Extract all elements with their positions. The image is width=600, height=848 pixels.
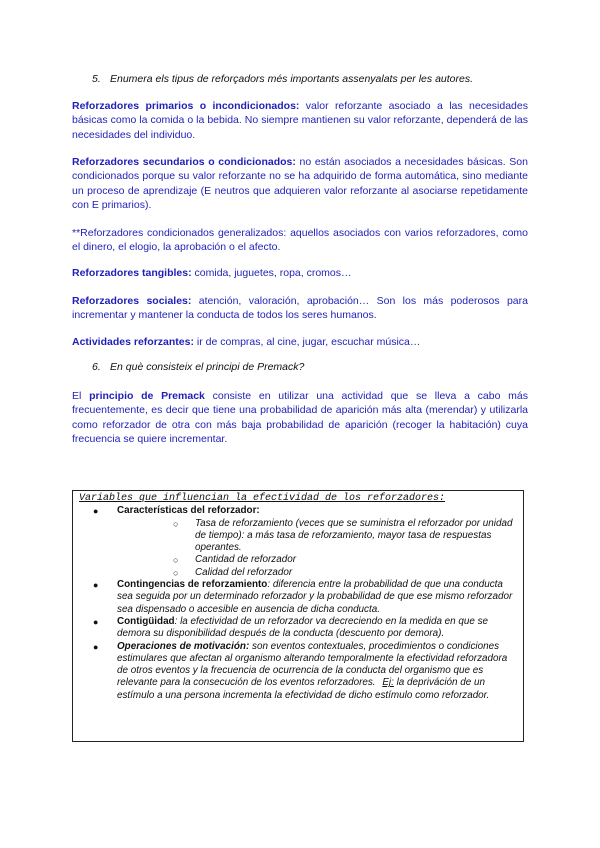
paragraph-premack	[72, 389, 528, 446]
paragraph-actividades	[72, 335, 528, 349]
tangibles-label: Reforzadores tangibles:	[72, 267, 192, 279]
paragraph-generalizados	[72, 226, 528, 255]
paragraph-sociales	[72, 294, 528, 323]
tangibles-text: comida, juguetes, ropa, cromos…	[191, 267, 352, 279]
bullet4-text: son eventos contextuales, procedimientos o condiciones estimulares que afectan al organismo alterando temporalmente la efectividad reforzadora de otros eventos y la frecuencia de ocurrencia de la conducta del organismo que es relevante para la consecución de los eventos reforzadores.	[117, 640, 508, 689]
sociales-label: Reforzadores sociales:	[72, 295, 192, 307]
list-item	[79, 641, 517, 702]
sub-item-text: Tasa de reforzamiento (veces que se suministra el reforzador por unidad de tiempo): a más tasa de reforzamiento, mayor tasa de respuestas operantes.	[195, 517, 513, 554]
sub-list-item	[117, 554, 517, 566]
question-6-number: 6.	[92, 361, 101, 373]
question-5-text: Enumera els tipus de reforçadors més importants assenyalats per les autores.	[110, 73, 474, 85]
premack-pre: El	[72, 390, 90, 402]
variables-list	[79, 505, 517, 702]
list-item	[79, 616, 517, 641]
circle-bullet-icon: ○	[173, 567, 179, 578]
bullet3-label: Contigüidad	[117, 615, 175, 627]
sub-item-text: Cantidad de reforzador	[195, 554, 297, 566]
paragraph-primarios	[72, 99, 528, 142]
sociales-text: atención, valoración, aprobación… Son los más poderosos para incrementar y mantener la conducta de todos los seres humanos.	[72, 295, 528, 322]
bullet4-example-text: la depriváción de un estímulo a una persona incrementa la efectividad de dicho estímulo como reforzador.	[117, 677, 490, 701]
secundarios-label: Reforzadores secundarios o condicionados:	[72, 156, 296, 168]
secundarios-text: no están asociados a necesidades básicas. Son condicionados porque su valor reforzante no se ha adquirido de forma automática, sino mediante un proceso de aprendizaje (E neutros que adquieren valor reforzante al asociarse repetidamente con E primarios).	[72, 156, 528, 211]
paragraph-secundarios	[72, 155, 528, 212]
paragraph-tangibles	[72, 266, 528, 280]
question-6	[92, 361, 304, 373]
bullet2-text: : diferencia entre la probabilidad de que una conducta sea seguida por un determinado reforzador y la probabilidad de que ese mismo reforzador sea dispensado o accesible en ausencia de dicha conducta.	[117, 579, 513, 615]
primarios-label: Reforzadores primarios o incondicionados:	[72, 100, 300, 112]
variables-box-title: Variables que influencian la efectividad de los reforzadores:	[79, 493, 446, 504]
sublist	[117, 518, 517, 579]
bullet-icon: ●	[93, 641, 99, 652]
question-5	[92, 73, 473, 85]
premack-text: consiste en utilizar una actividad que se lleva a cabo más frecuentemente, es decir que tiene una probabilidad de aparición más alta (merendar) y utilizarla como reforzador de otra con más baja probabilidad de aparición (recoger la habitación) cuya frecuencia se quiere incrementar.	[72, 390, 528, 445]
primarios-text: valor reforzante asociado a las necesidades básicas como la comida o la bebida. No siempre mantienen su valor reforzante, dependerá de las necesidades del individuo.	[72, 100, 528, 141]
sub-item-text: Calidad del reforzador	[195, 566, 293, 578]
bullet-icon: ●	[93, 506, 99, 517]
sub-list-item	[117, 518, 517, 555]
question-6-text: En què consisteix el principi de Premack?	[110, 361, 305, 373]
circle-bullet-icon: ○	[173, 555, 179, 566]
bullet-icon: ●	[93, 580, 99, 591]
list-item	[79, 505, 517, 579]
premack-label: principio de Premack	[89, 390, 205, 402]
bullet3-text: : la efectividad de un reforzador va decreciendo en la medida en que se demora su disponibilidad después de la conducta (descuento por demora).	[117, 615, 489, 640]
list-item	[79, 579, 517, 616]
bullet1-label: Características del reforzador:	[117, 505, 260, 517]
bullet2-label: Contingencias de reforzamiento	[117, 579, 268, 591]
bullet4-label: Operaciones de motivación:	[117, 640, 250, 652]
sub-list-item	[117, 567, 517, 579]
question-5-number: 5.	[92, 73, 101, 85]
generalizados-text: **Reforzadores condicionados generalizados: aquellos asociados con varios reforzadores, como el dinero, el elogio, la aprobación o el afecto.	[72, 227, 528, 254]
variables-box	[72, 490, 524, 742]
circle-bullet-icon: ○	[173, 518, 179, 529]
actividades-label: Actividades reforzantes:	[72, 336, 194, 348]
actividades-text: ir de compras, al cine, jugar, escuchar música…	[193, 336, 421, 348]
bullet-icon: ●	[93, 616, 99, 627]
bullet4-example-label: Ej:	[382, 677, 394, 689]
